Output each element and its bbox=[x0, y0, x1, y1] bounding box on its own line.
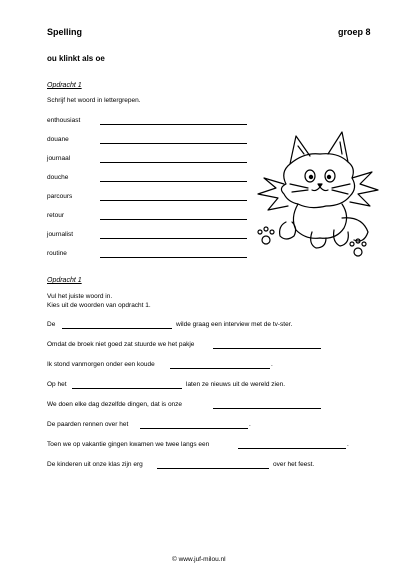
answer-line[interactable] bbox=[157, 468, 269, 469]
word-label: routine bbox=[47, 250, 67, 257]
grade-label: groep 8 bbox=[338, 27, 371, 37]
answer-line[interactable] bbox=[213, 348, 321, 349]
answer-line[interactable] bbox=[100, 219, 247, 220]
sentence-text: laten ze nieuws uit de wereld zien. bbox=[186, 381, 286, 388]
sentence-text: wilde graag een interview met de tv-ster. bbox=[176, 321, 293, 328]
sentence-text: . bbox=[271, 361, 273, 368]
answer-line[interactable] bbox=[140, 428, 248, 429]
word-label: enthousiast bbox=[47, 117, 81, 124]
answer-line[interactable] bbox=[100, 143, 247, 144]
section1-heading: Opdracht 1 bbox=[47, 82, 82, 89]
section2-heading: Opdracht 1 bbox=[47, 277, 82, 284]
word-label: douane bbox=[47, 136, 69, 143]
page-title: Spelling bbox=[47, 27, 83, 37]
sentence-text: Op het bbox=[47, 381, 67, 388]
footer-copyright: © www.juf-milou.nl bbox=[172, 556, 226, 563]
answer-line[interactable] bbox=[100, 257, 247, 258]
answer-line[interactable] bbox=[100, 238, 247, 239]
cat-illustration-icon bbox=[250, 122, 380, 262]
sentence-text: . bbox=[249, 421, 251, 428]
answer-line[interactable] bbox=[100, 200, 247, 201]
answer-line[interactable] bbox=[238, 448, 346, 449]
answer-line[interactable] bbox=[170, 368, 270, 369]
sentence-text: Omdat de broek niet goed zat stuurde we het pakje bbox=[47, 341, 195, 348]
word-label: journaal bbox=[47, 155, 71, 162]
word-label: douche bbox=[47, 174, 69, 181]
sentence-text: We doen elke dag dezelfde dingen, dat is onze bbox=[47, 401, 183, 408]
word-label: retour bbox=[47, 212, 64, 219]
page-subtitle: ou klinkt als oe bbox=[47, 54, 105, 63]
answer-line[interactable] bbox=[213, 408, 321, 409]
answer-line[interactable] bbox=[100, 181, 247, 182]
section2-instruction-1: Vul het juiste woord in. bbox=[47, 293, 113, 300]
answer-line[interactable] bbox=[62, 328, 172, 329]
word-label: journalist bbox=[47, 231, 74, 238]
sentence-text: De bbox=[47, 321, 56, 328]
answer-line[interactable] bbox=[100, 124, 247, 125]
sentence-text: De paarden rennen over het bbox=[47, 421, 129, 428]
section2-instruction-2: Kies uit de woorden van opdracht 1. bbox=[47, 302, 151, 309]
sentence-text: . bbox=[347, 441, 349, 448]
answer-line[interactable] bbox=[72, 388, 182, 389]
section1-instruction: Schrijf het woord in lettergrepen. bbox=[47, 97, 141, 104]
sentence-text: De kinderen uit onze klas zijn erg bbox=[47, 461, 143, 468]
sentence-text: over het feest. bbox=[273, 461, 315, 468]
sentence-text: Ik stond vanmorgen onder een koude bbox=[47, 361, 155, 368]
word-label: parcours bbox=[47, 193, 73, 200]
sentence-text: Toen we op vakantie gingen kwamen we twee langs een bbox=[47, 441, 210, 448]
answer-line[interactable] bbox=[100, 162, 247, 163]
